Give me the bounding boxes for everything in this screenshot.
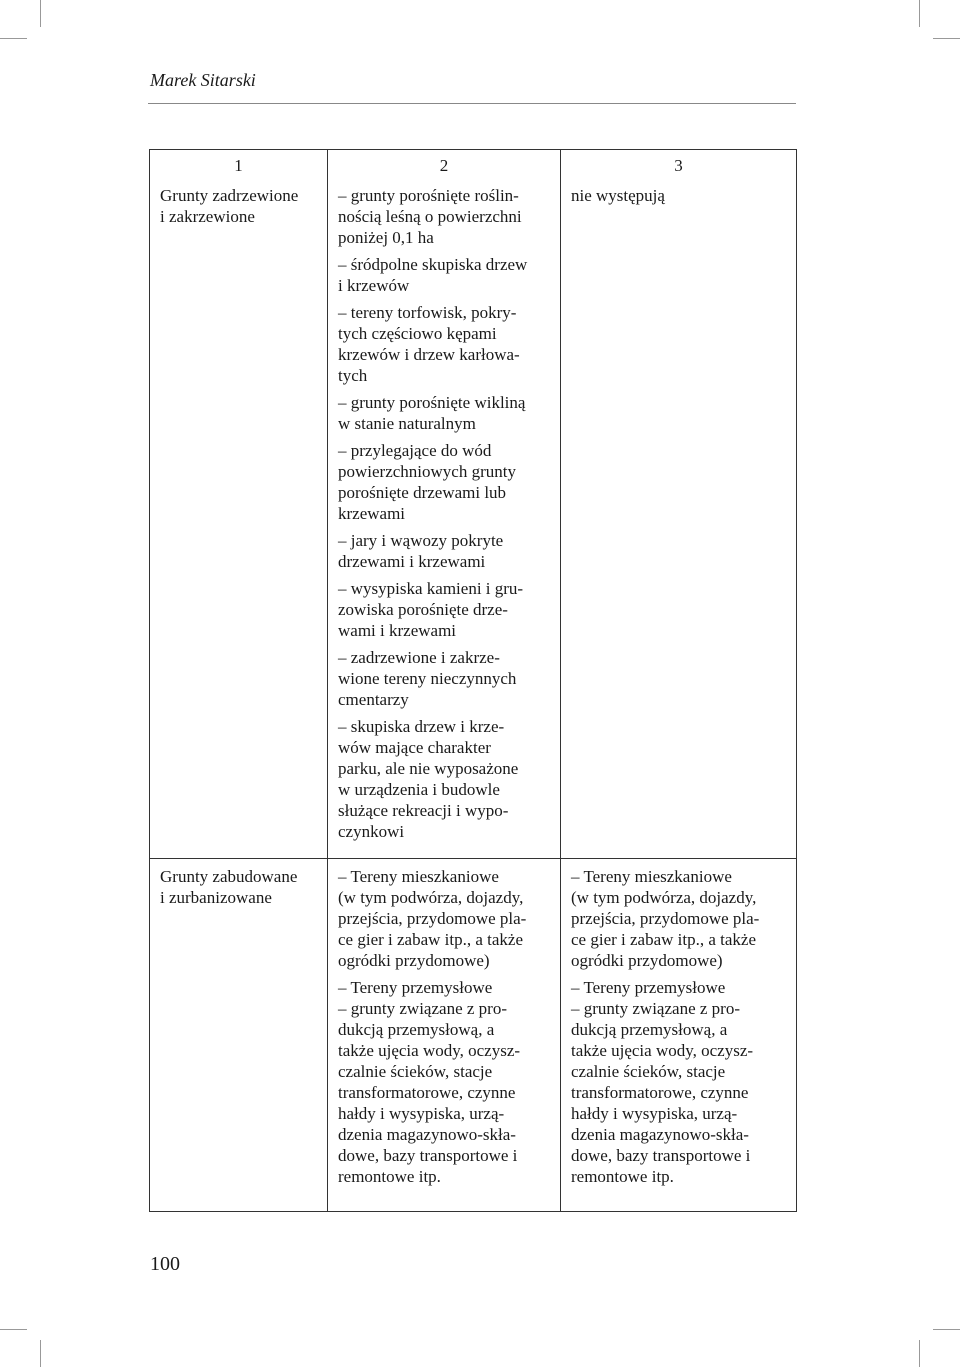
header-rule (148, 103, 796, 104)
list-item: – Tereny mieszkaniowe (w tym podwórza, dojazdy, przejścia, przydomowe pla- ce gier i zabaw itp., a także ogródki przydomowe) (338, 867, 527, 970)
column-number: 1 (150, 150, 328, 186)
list-item: – zadrzewione i zakrze- wione tereny nieczynnych cmentarzy (338, 648, 517, 709)
classification-table (149, 149, 797, 1212)
page-number: 100 (150, 1253, 180, 1275)
description-cell (328, 185, 561, 859)
crop-mark (0, 38, 27, 39)
table-row (150, 859, 797, 1212)
column-number: 3 (561, 150, 797, 186)
crop-mark (40, 1340, 41, 1367)
category-label: Grunty zabudowane i zurbanizowane (160, 867, 298, 907)
list-item: – Tereny przemysłowe – grunty związane z pro- dukcją przemysłową, a także ujęcia wody, oczysz- czalnie ścieków, stacje transformatorowe, czynne hałdy i wysypiska, urzą- dzenia magazynowo-skła- dowe, bazy transportowe i remontowe itp. (338, 978, 521, 1186)
list-item: – Tereny przemysłowe – grunty związane z pro- dukcją przemysłową, a także ujęcia wody, oczysz- czalnie ścieków, stacje transformatorowe, czynne hałdy i wysypiska, urzą- dzenia magazynowo-skła- dowe, bazy transportowe i remontowe itp. (571, 978, 754, 1186)
crop-mark (933, 38, 960, 39)
list-item: – Tereny mieszkaniowe (w tym podwórza, dojazdy, przejścia, przydomowe pla- ce gier i zabaw itp., a także ogródki przydomowe) (571, 867, 760, 970)
list-item: – grunty porośnięte roślin- nością leśną o powierzchni poniżej 0,1 ha (338, 186, 522, 247)
list-item: – grunty porośnięte wikliną w stanie naturalnym (338, 393, 526, 433)
running-head: Marek Sitarski (150, 70, 256, 90)
column-number: 2 (328, 150, 561, 186)
category-cell (150, 859, 328, 1212)
category-cell (150, 185, 328, 859)
note-cell (561, 859, 797, 1212)
description-cell (328, 859, 561, 1212)
table-row (150, 185, 797, 859)
list-item: – śródpolne skupiska drzew i krzewów (338, 255, 528, 295)
list-item: – wysypiska kamieni i gru- zowiska porośnięte drze- wami i krzewami (338, 579, 524, 640)
crop-mark (933, 1329, 960, 1330)
list-item: – skupiska drzew i krze- wów mające charakter parku, ale nie wyposażone w urządzenia i budowle służące rekreacji i wypo- czynkowi (338, 717, 519, 841)
crop-mark (919, 0, 920, 27)
list-item: – tereny torfowisk, pokry- tych częściowo kępami krzewów i drzew karłowa- tych (338, 303, 520, 385)
list-item: – jary i wąwozy pokryte drzewami i krzewami (338, 531, 504, 571)
crop-mark (0, 1329, 27, 1330)
list-item: nie występują (571, 186, 665, 205)
crop-mark (40, 0, 41, 27)
category-label: Grunty zadrzewione i zakrzewione (160, 186, 299, 226)
crop-mark (919, 1340, 920, 1367)
note-cell (561, 185, 797, 859)
column-number-row (150, 150, 797, 186)
list-item: – przylegające do wód powierzchniowych grunty porośnięte drzewami lub krzewami (338, 441, 516, 523)
